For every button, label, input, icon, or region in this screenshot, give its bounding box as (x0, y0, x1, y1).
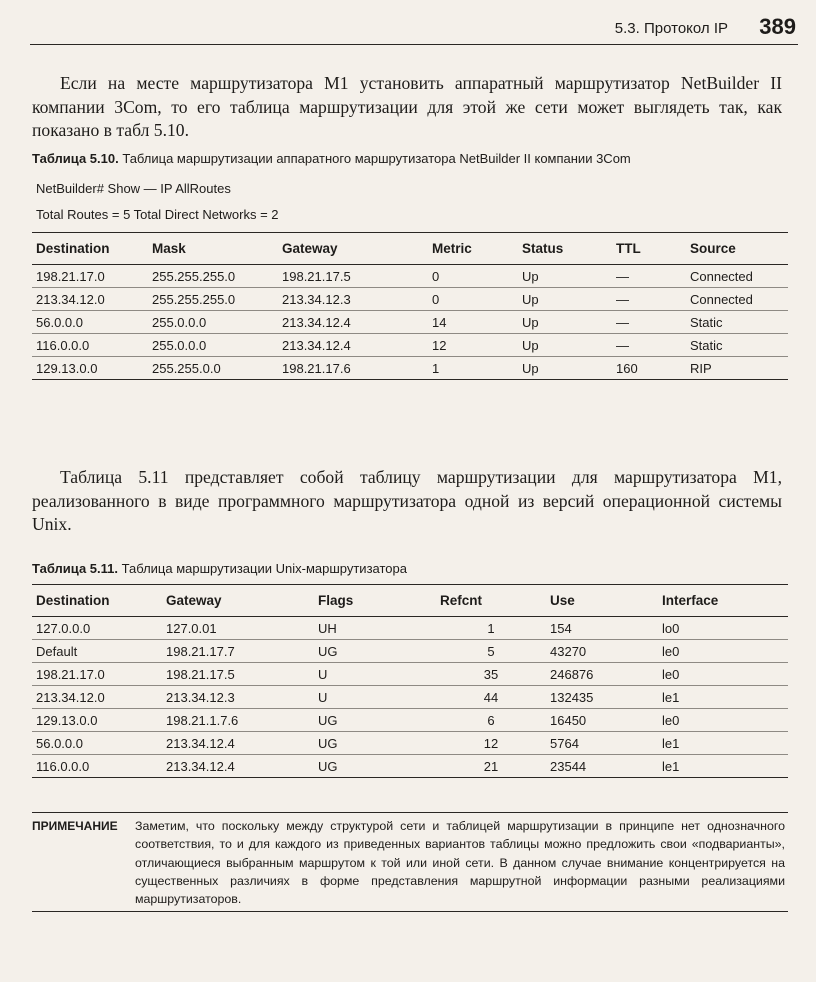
table-cell: UG (314, 640, 436, 663)
table-cell: 14 (428, 311, 518, 334)
table-cell: le0 (658, 709, 788, 732)
table-cell: Static (686, 334, 788, 357)
table-cell: 255.0.0.0 (148, 311, 278, 334)
table-row (32, 334, 788, 357)
paragraph-2 (32, 466, 782, 537)
table-cell: 116.0.0.0 (32, 755, 162, 778)
section-title: 5.3. Протокол IP (614, 20, 728, 37)
table-header-row (32, 233, 788, 265)
table-cell: UH (314, 617, 436, 640)
table-row (32, 288, 788, 311)
note-box (32, 812, 788, 912)
table-cell: — (612, 288, 686, 311)
table-cell: Up (518, 288, 612, 311)
table-cell: 129.13.0.0 (32, 709, 162, 732)
note-label: ПРИМЕЧАНИЕ (32, 819, 118, 833)
table-cell: Up (518, 334, 612, 357)
table-cell: 213.34.12.3 (278, 288, 428, 311)
table-cell: 127.0.01 (162, 617, 314, 640)
column-header: Destination (32, 233, 148, 265)
table-cell: 6 (436, 709, 546, 732)
note-text: Заметим, что поскольку между структурой сети и таблицей маршрутизации в принципе нет однозначного соответствия, то и для каждого из приведенных вариантов таблицы можно предложить свои «подварианты», отличающиеся выбранным маршрутом к той или иной сети. В данном случае внимание концентрируется на существенных различиях в форме представления маршрутной информации разными реализациями маршрутизаторов. (135, 819, 785, 907)
table-cell: lo0 (658, 617, 788, 640)
table-row (32, 732, 788, 755)
table-row (32, 686, 788, 709)
table-cell: 255.255.255.0 (148, 288, 278, 311)
table-row (32, 640, 788, 663)
table-cell: Connected (686, 265, 788, 288)
table-5-11-caption-text: Таблица маршрутизации Unix-маршрутизатора (121, 561, 407, 576)
table-cell: 213.34.12.4 (278, 334, 428, 357)
table-cell: UG (314, 732, 436, 755)
table-cell: 127.0.0.0 (32, 617, 162, 640)
table-cell: 35 (436, 663, 546, 686)
table-row (32, 311, 788, 334)
table-cell: — (612, 334, 686, 357)
table-cell: Up (518, 357, 612, 380)
table-cell: 116.0.0.0 (32, 334, 148, 357)
column-header: Mask (148, 233, 278, 265)
table-cell: Up (518, 265, 612, 288)
table-cell: UG (314, 755, 436, 778)
table-cell: le0 (658, 663, 788, 686)
table-cell: 154 (546, 617, 658, 640)
column-header: Flags (314, 585, 436, 617)
column-header: Use (546, 585, 658, 617)
table-cell: le1 (658, 732, 788, 755)
table-cell: UG (314, 709, 436, 732)
column-header: Destination (32, 585, 162, 617)
table-cell: 23544 (546, 755, 658, 778)
column-header: Gateway (162, 585, 314, 617)
table-cell: le1 (658, 686, 788, 709)
table-cell: 132435 (546, 686, 658, 709)
paragraph-1 (32, 72, 782, 143)
page-number: 389 (759, 14, 796, 39)
table-cell: 213.34.12.0 (32, 288, 148, 311)
table-cell: 198.21.17.0 (32, 663, 162, 686)
table-cell: 255.255.255.0 (148, 265, 278, 288)
table-cell: 0 (428, 265, 518, 288)
table-cell: 198.21.17.6 (278, 357, 428, 380)
table-row (32, 265, 788, 288)
table-cell: 56.0.0.0 (32, 732, 162, 755)
table-cell: 5 (436, 640, 546, 663)
table-cell: 5764 (546, 732, 658, 755)
table-cell: U (314, 686, 436, 709)
table-cell: Connected (686, 288, 788, 311)
table-cell: 246876 (546, 663, 658, 686)
column-header: Refcnt (436, 585, 546, 617)
table-cell: 213.34.12.3 (162, 686, 314, 709)
table-row (32, 755, 788, 778)
table-row (32, 357, 788, 380)
table-row (32, 663, 788, 686)
table-cell: 198.21.17.0 (32, 265, 148, 288)
column-header: Metric (428, 233, 518, 265)
table-5-10-caption-text: Таблица маршрутизации аппаратного маршрутизатора NetBuilder II компании 3Com (122, 151, 631, 166)
table-cell: 213.34.12.4 (278, 311, 428, 334)
table-5-10 (32, 232, 788, 380)
table-cell: 213.34.12.4 (162, 755, 314, 778)
table-cell: Up (518, 311, 612, 334)
table-header-row (32, 585, 788, 617)
cli-summary: Total Routes = 5 Total Direct Networks = 2 (36, 207, 279, 222)
table-cell: 21 (436, 755, 546, 778)
column-header: Source (686, 233, 788, 265)
table-cell: 1 (428, 357, 518, 380)
table-cell: 255.255.0.0 (148, 357, 278, 380)
table-cell: 198.21.1.7.6 (162, 709, 314, 732)
table-cell: 16450 (546, 709, 658, 732)
table-cell: 129.13.0.0 (32, 357, 148, 380)
table-cell: 56.0.0.0 (32, 311, 148, 334)
table-cell: 160 (612, 357, 686, 380)
table-cell: 12 (436, 732, 546, 755)
table-cell: Default (32, 640, 162, 663)
table-cell: Static (686, 311, 788, 334)
table-cell: 213.34.12.0 (32, 686, 162, 709)
table-cell: 213.34.12.4 (162, 732, 314, 755)
table-cell: RIP (686, 357, 788, 380)
table-cell: — (612, 311, 686, 334)
table-cell: U (314, 663, 436, 686)
table-cell: 1 (436, 617, 546, 640)
paragraph-1-text: Если на месте маршрутизатора М1 установить аппаратный маршрутизатор NetBuilder II компании 3Com, то его таблица маршрутизации для этой же сети может выглядеть так, как показано в табл 5.10. (32, 73, 782, 140)
table-cell: 0 (428, 288, 518, 311)
table-5-10-caption (32, 151, 792, 166)
table-cell: 198.21.17.7 (162, 640, 314, 663)
table-cell: le0 (658, 640, 788, 663)
running-head (30, 14, 798, 45)
table-cell: 12 (428, 334, 518, 357)
table-5-10-caption-label: Таблица 5.10. (32, 151, 119, 166)
table-cell: 44 (436, 686, 546, 709)
table-5-11-caption (32, 561, 792, 576)
column-header: Gateway (278, 233, 428, 265)
column-header: Interface (658, 585, 788, 617)
table-cell: 198.21.17.5 (278, 265, 428, 288)
table-cell: — (612, 265, 686, 288)
table-cell: 255.0.0.0 (148, 334, 278, 357)
table-cell: 198.21.17.5 (162, 663, 314, 686)
column-header: TTL (612, 233, 686, 265)
table-cell: le1 (658, 755, 788, 778)
table-5-11-caption-label: Таблица 5.11. (32, 561, 118, 576)
table-row (32, 617, 788, 640)
column-header: Status (518, 233, 612, 265)
table-cell: 43270 (546, 640, 658, 663)
cli-command: NetBuilder# Show — IP AllRoutes (36, 181, 231, 196)
table-row (32, 709, 788, 732)
paragraph-2-text: Таблица 5.11 представляет собой таблицу маршрутизации для маршрутизатора М1, реализованного в виде программного маршрутизатора одной из версий операционной системы Unix. (32, 467, 782, 534)
table-5-11 (32, 584, 788, 778)
